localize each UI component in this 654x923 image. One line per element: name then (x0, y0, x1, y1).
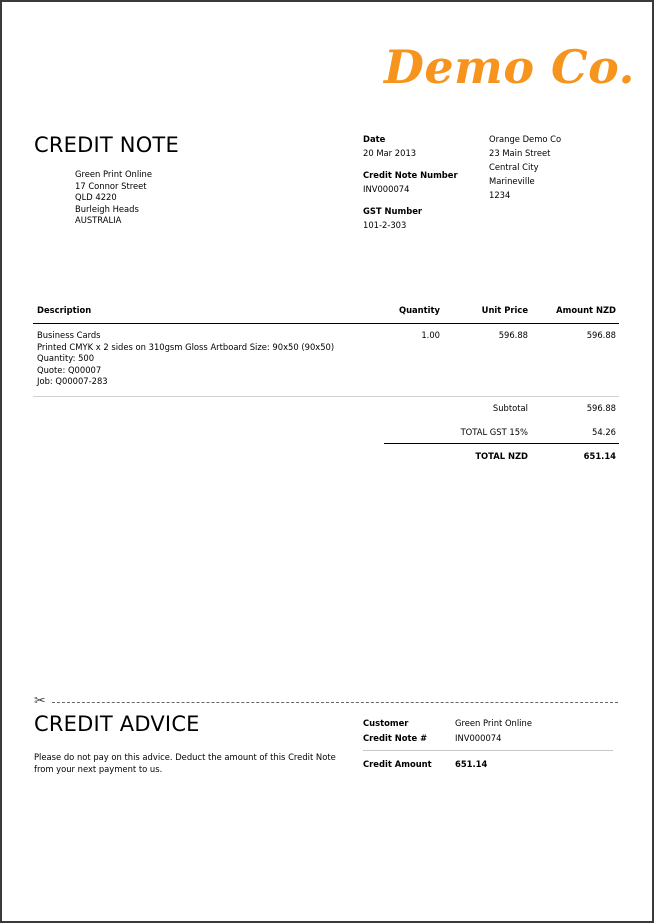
credit-note-meta (363, 132, 458, 232)
line-item-amount: 596.88 (586, 330, 616, 340)
customer-value: Green Print Online (455, 718, 532, 728)
line-item-quantity: 1.00 (421, 330, 440, 340)
advice-rule (363, 750, 613, 751)
subtotal-value: 596.88 (586, 403, 616, 413)
address-line: Burleigh Heads (75, 203, 139, 214)
scissors-icon: ✂ (34, 693, 46, 709)
recipient-address (75, 169, 152, 227)
sender-address (489, 132, 561, 202)
address-line: Marineville (489, 176, 535, 186)
address-line: AUSTRALIA (75, 215, 122, 225)
gst-number-value: 101-2-303 (363, 220, 407, 230)
page-title: CREDIT NOTE (34, 133, 179, 157)
customer-label: Customer (363, 718, 409, 728)
credit-amount-label: Credit Amount (363, 759, 432, 769)
credit-note-number-label-advice: Credit Note # (363, 733, 428, 743)
table-row (37, 330, 334, 388)
address-line: Green Print Online (75, 169, 152, 179)
line-item-unit-price: 596.88 (498, 330, 528, 340)
gst-number-label: GST Number (363, 206, 423, 216)
grand-total-label: TOTAL NZD (475, 451, 528, 461)
date-label: Date (363, 134, 386, 144)
column-header-unit-price: Unit Price (481, 305, 528, 315)
grand-total-value: 651.14 (583, 451, 616, 461)
column-header-description: Description (37, 305, 92, 315)
credit-amount-value: 651.14 (455, 759, 488, 769)
address-line: 17 Connor Street (75, 180, 147, 191)
address-line: Central City (489, 162, 539, 172)
address-line: 1234 (489, 190, 511, 200)
address-line: Orange Demo Co (489, 134, 562, 144)
column-header-amount: Amount NZD (556, 305, 616, 315)
table-row-rule (33, 396, 619, 397)
credit-note-number-value: INV000074 (363, 184, 410, 194)
advice-note-line: Please do not pay on this advice. Deduct the amount of this Credit Note (34, 752, 336, 762)
line-item-description: Job: Q00007-283 (37, 376, 108, 386)
company-logo: Demo Co. (384, 40, 636, 94)
column-header-quantity: Quantity (398, 305, 440, 315)
credit-note-number-value-advice: INV000074 (455, 733, 502, 743)
credit-note-number-label: Credit Note Number (363, 170, 458, 180)
subtotal-label: Subtotal (492, 403, 528, 413)
table-header-rule (33, 323, 619, 324)
line-item-description: Quantity: 500 (37, 353, 95, 363)
address-line: 23 Main Street (489, 148, 551, 158)
line-item-description: Business Cards (37, 330, 101, 340)
cut-line (52, 702, 618, 703)
credit-advice-note (34, 752, 336, 775)
advice-note-line: from your next payment to us. (34, 763, 163, 774)
credit-advice-title: CREDIT ADVICE (34, 712, 200, 736)
gst-total-label: TOTAL GST 15% (460, 427, 528, 437)
date-value: 20 Mar 2013 (363, 148, 417, 158)
address-line: QLD 4220 (75, 192, 117, 202)
gst-total-value: 54.26 (592, 427, 616, 437)
line-item-description: Printed CMYK x 2 sides on 310gsm Gloss Artboard Size: 90x50 (90x50) (37, 341, 335, 352)
totals-rule (384, 443, 619, 444)
line-item-description: Quote: Q00007 (37, 364, 102, 375)
